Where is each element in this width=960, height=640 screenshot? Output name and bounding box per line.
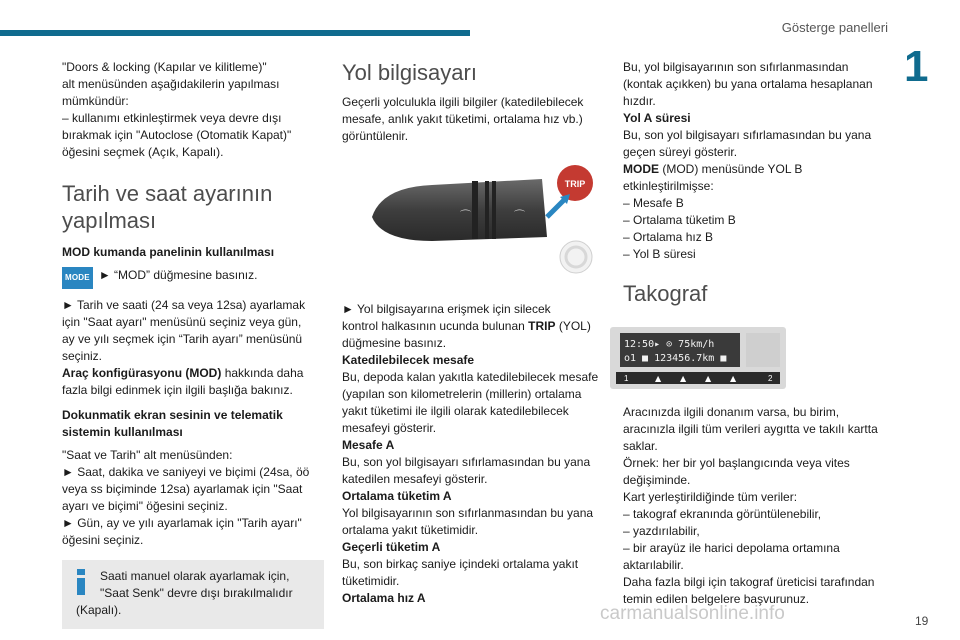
section-title: Gösterge panelleri [781,20,888,35]
mode-instruction-row [62,267,324,289]
list-item: – bir arayüz ile harici depolama ortamına [623,541,840,555]
entry-title: Yol A süresi [623,111,691,125]
entry-line: Bu, depoda kalan yakıtla katedilebilecek mesafe [342,370,599,384]
paragraph-line: aktarılabilir. [623,558,684,572]
heading-tachograph: Takograf [623,281,708,306]
config-reference: Araç konfigürasyonu (MOD) hakkında daha [62,366,304,380]
list-item: – takograf ekranında görüntülenebilir, [623,507,822,521]
config-reference-line: fazla bilgi edinmek için ilgili başlığa bakınız. [62,383,293,397]
tachograph-figure [610,327,885,394]
entry-line: tüketimidir. [342,574,400,588]
list-item: – Ortalama tüketim B [623,213,736,227]
subheading-touch-screen: Dokunmatik ekran sesinin ve telematik sistemin kullanılması [62,408,283,439]
entry-line: Yol bilgisayarının son sıfırlanmasından bu yana [342,506,594,520]
paragraph-line: aracınızla ilgili tüm verileri aygıtta ve takılı kartta [623,422,878,436]
paragraph-line: Bu, son yol bilgisayarı sıfırlamasından bu yana [623,128,872,142]
intro-line: – kullanımı etkinleştirmek veya devre dışı [62,111,282,125]
paragraph-line: etkinleştirilmişse: [623,179,714,193]
entry-line: katedilen mesafeyi gösterir. [342,472,488,486]
entry-title: Katedilebilecek mesafe [342,353,475,367]
header-accent-bar [0,30,470,36]
svg-text:▲: ▲ [655,374,662,383]
list-item: – yazdırılabilir, [623,524,700,538]
tachograph-display-line: o1 ■ 123456.7km ■ [624,353,727,364]
intro-line: mümkündür: [62,94,129,108]
paragraph-line: ayarı ve biçimi" öğesini seçiniz. [62,499,228,513]
paragraph-line: Daha fazla bilgi için takograf üreticisi tarafından [623,575,875,589]
entry-title: Ortalama tüketim A [342,489,452,503]
trip-button-icon: TRIP [564,179,586,189]
list-item: – Ortalama hız B [623,230,714,244]
chapter-number: 1 [904,42,929,91]
tachograph-display-line: 12:50▸ ⊙ 75km/h [624,339,715,350]
entry-line: yakıt tüketimi ile ilgili olarak katedilebilecek [342,404,569,418]
trip-instruction-line: düğmesine basınız. [342,336,447,350]
paragraph-line: öğesini seçiniz. [62,533,144,547]
mode-instruction: ► “MOD” düğmesine basınız. [98,268,258,282]
tachograph-button: 2 [768,374,773,383]
paragraph-line: değişiminde. [623,473,691,487]
entry-line: Bu, son yol bilgisayarı sıfırlamasından bu yana [342,455,591,469]
paragraph-line: geçen süreyi gösterir. [623,145,738,159]
paragraph-line: için "Saat ayarı" menüsünü seçiniz veya gün, [62,315,302,329]
paragraph-line: saklar. [623,439,658,453]
tachograph-illustration [610,327,786,389]
mode-menu-line: MODE (MOD) menüsünde YOL B [623,162,803,176]
paragraph-line: Kart yerleştirildiğinde tüm veriler: [623,490,798,504]
paragraph-line: Bu, yol bilgisayarının son sıfırlanmasından [623,60,849,74]
intro-line: bırakmak için "Autoclose (Otomatik Kapat)" [62,128,292,142]
svg-text:⌒: ⌒ [460,209,471,222]
trip-instruction-line: ► Yol bilgisayarına erişmek için silecek [342,302,551,316]
entry-line: ortalama yakıt tüketimidir. [342,523,479,537]
intro-line: öğesini seçmek (Açık, Kapalı). [62,145,224,159]
watermark: carmanualsonline.info [600,603,785,624]
list-item: – Yol B süresi [623,247,696,261]
trip-instruction-line: kontrol halkasının ucunda bulunan TRIP (YOL) [342,319,591,333]
heading-trip-computer: Yol bilgisayarı [342,60,477,85]
paragraph-line: Aracınızda ilgili donanım varsa, bu birim, [623,405,840,419]
column-left [62,59,324,629]
paragraph-line: "Saat ve Tarih" alt menüsünden: [62,448,233,462]
paragraph-line: (kontak açıkken) bu yana ortalama hesaplanan [623,77,873,91]
entry-title: Mesafe A [342,438,395,452]
page-number: 19 [915,614,929,628]
info-line: "Saat Senk" devre dışı bırakılmalıdır [100,586,293,600]
entry-line: Bu, son birkaç saniye içindeki ortalama yakıt [342,557,579,571]
tachograph-button: 1 [624,374,629,383]
paragraph-line: veya ss biçiminde 12sa) ayarlamak için "Saat [62,482,303,496]
paragraph-line: ► Gün, ay ve yılı ayarlamak için "Tarih ayarı" [62,516,302,530]
intro-line: alt menüsünden aşağıdakilerin yapılması [62,77,280,91]
paragraph-line: ► Tarih ve saati (24 sa veya 12sa) ayarlamak [62,298,306,312]
wiper-stalk-figure [342,157,604,292]
svg-text:▲: ▲ [730,374,737,383]
info-line: Saati manuel olarak ayarlamak için, [100,569,290,583]
info-icon [70,568,92,596]
intro-line: mesafe, anlık yakıt tüketimi, ortalama hız vb.) [342,112,583,126]
mode-button-icon: MODE [62,267,93,289]
entry-line: mesafeyi gösterir. [342,421,437,435]
svg-text:⌒: ⌒ [514,209,525,222]
heading-date-time: Tarih ve saat ayarının yapılması [62,181,273,233]
svg-text:▲: ▲ [680,374,687,383]
paragraph-line: temin edilen belgelere başvurunuz. [623,592,810,606]
info-line: (Kapalı). [76,603,122,617]
intro-line: Geçerli yolculukla ilgili bilgiler (katedilebilecek [342,95,584,109]
subheading-mod-panel: MOD kumanda panelinin kullanılması [62,245,275,259]
intro-line: görüntülenir. [342,129,409,143]
list-item: – Mesafe B [623,196,684,210]
entry-line: (yapılan son kilometrelerin (millerin) ortalama [342,387,582,401]
paragraph-line: ► Saat, dakika ve saniyeyi ve biçimi (24sa, öö [62,465,310,479]
intro-line: "Doors & locking (Kapılar ve kilitleme)" [62,60,267,74]
entry-title: Geçerli tüketim A [342,540,441,554]
paragraph-line: Örnek: her bir yol başlangıcında veya vites [623,456,850,470]
info-box [62,560,324,629]
paragraph-line: hızdır. [623,94,656,108]
paragraph-line: seçiniz. [62,349,103,363]
wiper-stalk-illustration [342,157,604,292]
entry-title: Ortalama hız A [342,591,426,605]
svg-text:▲: ▲ [705,374,712,383]
paragraph-line: ay ve yılı seçmek için “Tarih ayarı” menüsünü [62,332,303,346]
column-middle [342,59,604,607]
column-right [623,59,885,608]
